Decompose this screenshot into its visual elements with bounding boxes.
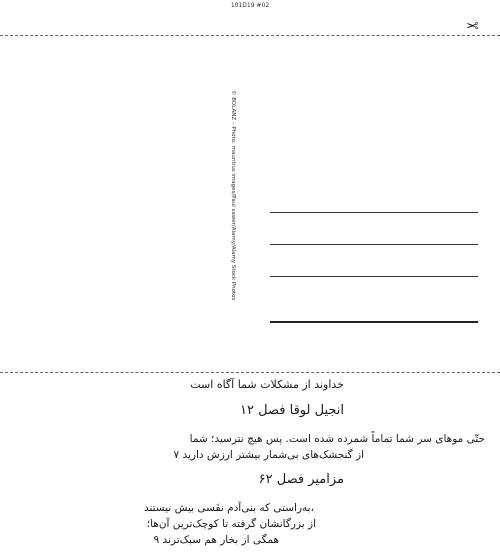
scissors-icon: ✂	[466, 17, 479, 35]
section1-verse-line-1: حتّی موهای سر شما تماماً شمرده شده است. پس هیچ نترسید؛ شما	[189, 433, 485, 445]
cut-line-top	[0, 35, 500, 36]
address-line-2	[270, 244, 478, 245]
address-line-3	[270, 276, 478, 277]
cut-line-bottom	[0, 372, 500, 373]
section2-verse-line-1: ،به‌راستی که بنی‌آدم نفَسی بیش نیستند	[143, 502, 314, 514]
product-code: 101D19 #02	[230, 2, 270, 9]
photo-credit: © BOLANZ – Photo: mauritius images/Paul sawer/Alamy/Alamy Stock Photos	[230, 90, 236, 301]
section2-verse-line-2: از بزرگانشان گرفته تا کوچک‌ترین آن‌ها؛	[146, 518, 316, 530]
section2-heading: مزامیر فصل ۶۲	[258, 472, 344, 487]
address-line-4	[270, 321, 478, 323]
section1-heading: انجیل لوقا فصل ۱۲	[240, 403, 344, 418]
section2-verse-line-3: همگی از بخار هم سبک‌ترند ۹	[153, 534, 279, 546]
intro-title: خداوند از مشکلات شما آگاه است	[190, 378, 344, 391]
address-line-1	[270, 212, 478, 213]
section1-verse-line-2: از گنجشک‌های بی‌شمار بیشتر ارزش دارید ۷	[173, 449, 364, 461]
